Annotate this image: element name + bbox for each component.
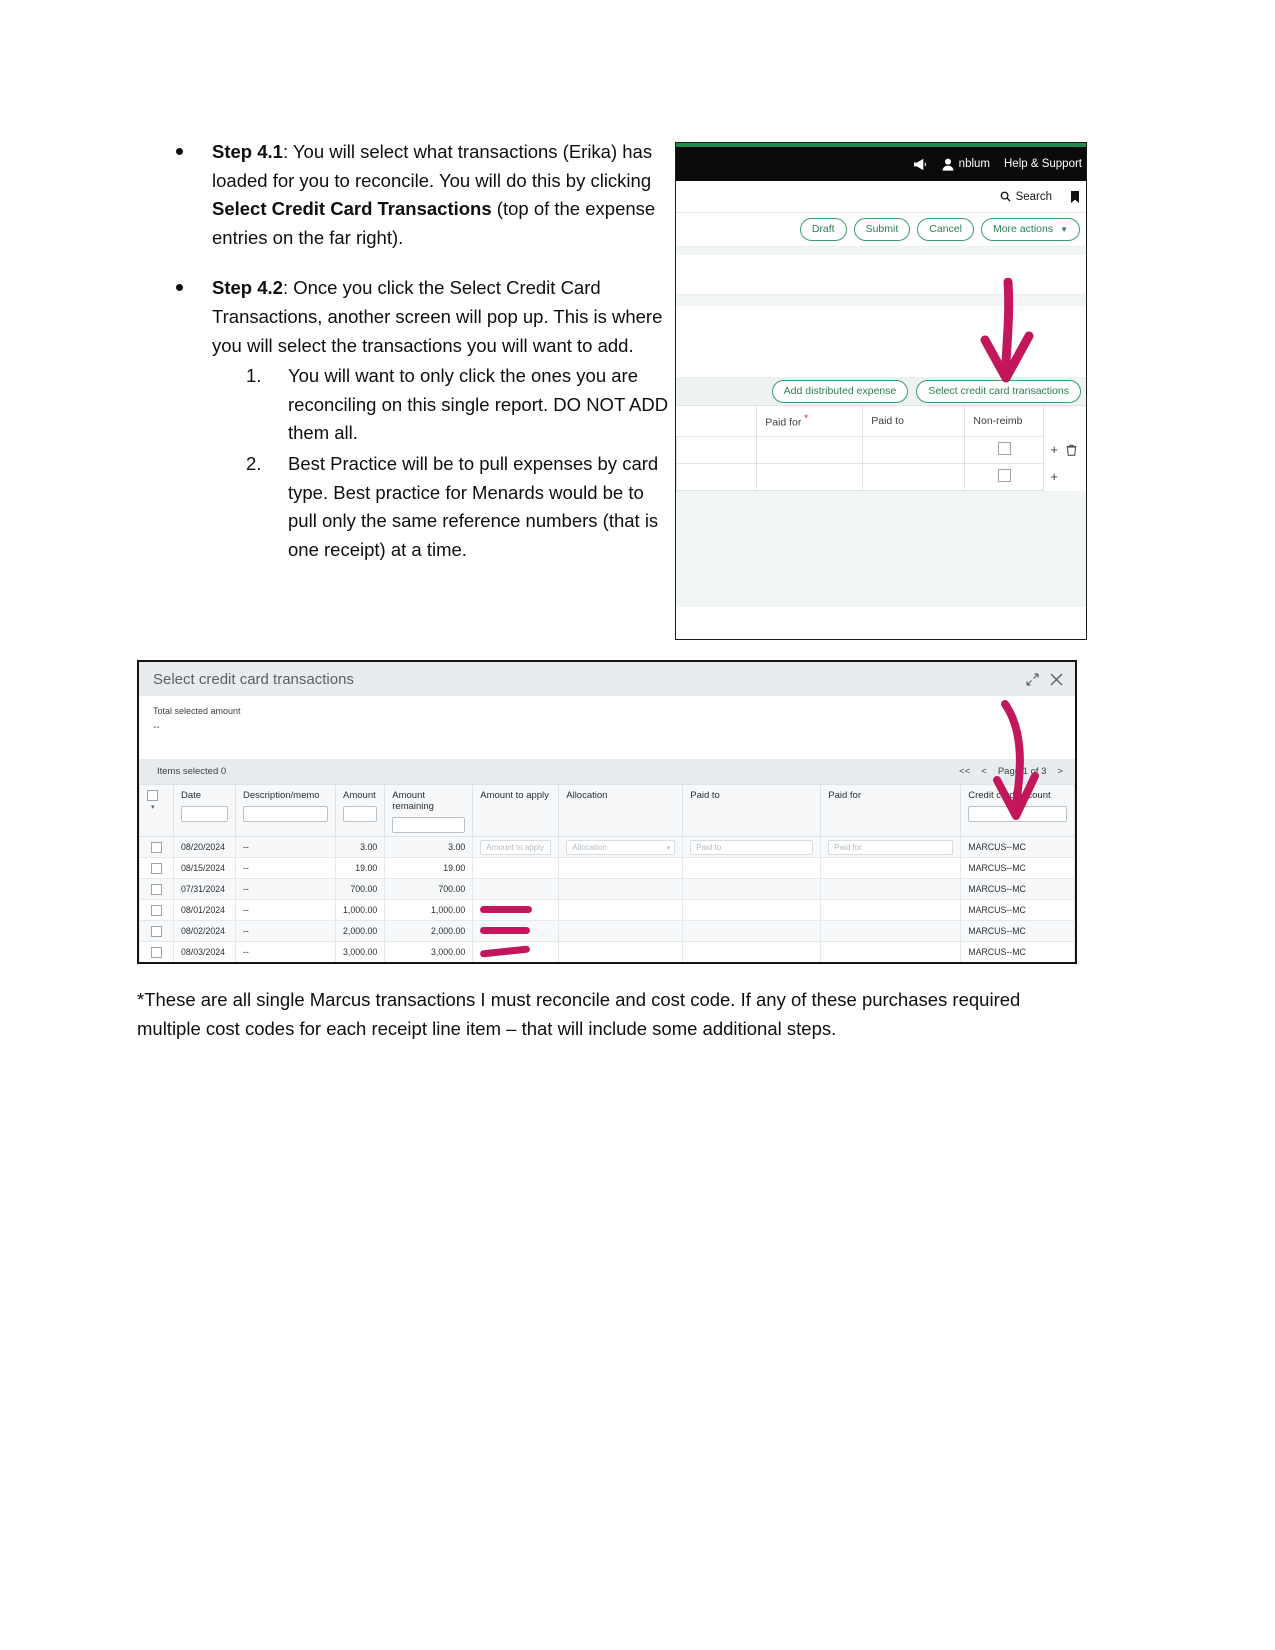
app-divider-strip-2	[676, 295, 1086, 306]
row-checkbox-cell[interactable]	[140, 837, 174, 858]
search-button[interactable]	[1000, 191, 1052, 203]
col-allocation	[559, 785, 683, 837]
cell-credit-card-account: MARCUS--MC	[961, 942, 1075, 963]
row-checkbox-cell[interactable]	[140, 921, 174, 942]
description-filter-input[interactable]	[243, 806, 328, 822]
items-selected-label: Items selected 0	[157, 766, 227, 777]
cell-memo: --	[236, 921, 336, 942]
page-indicator: Page 1 of 3	[997, 766, 1047, 777]
next-page-button[interactable]: >	[1057, 766, 1063, 777]
amount-to-apply-input[interactable]: Amount to apply	[480, 840, 551, 855]
expense-row-actions	[1044, 463, 1086, 490]
cell-paid-to[interactable]	[683, 879, 821, 900]
row-checkbox-cell[interactable]	[140, 879, 174, 900]
cell-credit-card-account: MARCUS--MC	[961, 837, 1075, 858]
cell-amount-to-apply[interactable]	[473, 879, 559, 900]
col-date-label: Date	[181, 790, 202, 801]
col-amount-to-apply	[473, 785, 559, 837]
allocation-select[interactable]	[566, 840, 675, 855]
paid-for-input[interactable]: Paid for	[828, 840, 953, 855]
expense-cell-non-reimb[interactable]	[965, 463, 1044, 490]
app-footer-area	[676, 491, 1086, 607]
select-all-header	[147, 790, 166, 812]
step-4-2	[160, 274, 670, 564]
cell-memo: --	[236, 858, 336, 879]
expand-icon[interactable]	[1026, 673, 1039, 686]
cell-paid-for[interactable]	[821, 900, 961, 921]
table-row[interactable]	[140, 879, 1075, 900]
cell-credit-card-account: MARCUS--MC	[961, 921, 1075, 942]
expense-col-non-reimb: Non-reimb	[965, 406, 1044, 436]
expense-toolbar	[676, 378, 1086, 406]
credit-card-transactions-table	[139, 784, 1075, 963]
table-row[interactable]	[140, 921, 1075, 942]
expense-cell-paid-to[interactable]	[863, 436, 965, 463]
expense-col-paid-to: Paid to	[863, 406, 965, 436]
paid-to-input[interactable]: Paid to	[690, 840, 813, 855]
table-row[interactable]	[140, 900, 1075, 921]
add-row-icon[interactable]: +	[1050, 469, 1058, 484]
table-row[interactable]	[140, 858, 1075, 879]
redaction-mark	[480, 945, 530, 957]
col-credit-card-account	[961, 785, 1075, 837]
expense-row-actions	[1044, 436, 1086, 463]
megaphone-icon	[913, 158, 928, 171]
expense-col-paid-for-label: Paid for	[765, 416, 802, 429]
credit-card-account-filter-input[interactable]	[968, 806, 1067, 822]
select-all-checkbox[interactable]	[147, 790, 158, 801]
cell-allocation[interactable]	[559, 837, 683, 858]
app-search-row	[676, 181, 1086, 213]
step-4-2-substeps	[212, 362, 670, 564]
amount-filter-input[interactable]	[343, 806, 377, 822]
amount-remaining-filter-input[interactable]	[392, 817, 465, 833]
col-credit-card-account-label: Credit card account	[968, 790, 1051, 801]
cell-memo: --	[236, 942, 336, 963]
cell-date: 08/15/2024	[174, 858, 236, 879]
row-checkbox-cell[interactable]	[140, 858, 174, 879]
expense-cell-non-reimb[interactable]	[965, 436, 1044, 463]
cell-amount: 19.00	[336, 858, 385, 879]
substep-1	[212, 362, 670, 448]
redaction-mark	[480, 906, 532, 913]
cell-date: 07/31/2024	[174, 879, 236, 900]
cell-amount: 2,000.00	[336, 921, 385, 942]
cell-date: 08/03/2024	[174, 942, 236, 963]
submit-button[interactable]: Submit	[854, 218, 911, 242]
col-paid-to	[683, 785, 821, 837]
cell-amount-remaining: 3.00	[385, 837, 473, 858]
cell-paid-to[interactable]	[683, 900, 821, 921]
more-actions-label: More actions	[992, 222, 1054, 235]
substep-2	[212, 450, 670, 564]
cell-amount-remaining: 3,000.00	[385, 942, 473, 963]
footnote-text: *These are all single Marcus transactions I must reconcile and cost code. If any of these purchases required multiple cost codes for each receipt line item – that will include some additional steps.	[137, 989, 1021, 1039]
search-label: Search	[1015, 190, 1052, 203]
cell-paid-to[interactable]	[683, 858, 821, 879]
cell-allocation[interactable]	[559, 879, 683, 900]
bullet-icon	[176, 148, 183, 155]
col-amount-to-apply-label: Amount to apply	[480, 790, 549, 801]
dialog-items-bar	[139, 759, 1075, 784]
cell-date: 08/01/2024	[174, 900, 236, 921]
add-row-icon[interactable]: +	[1050, 442, 1058, 457]
cell-credit-card-account: MARCUS--MC	[961, 900, 1075, 921]
step-4-2-label: Step 4.2	[212, 277, 283, 299]
total-selected-amount	[139, 696, 1075, 741]
steps-list	[160, 138, 670, 564]
step-4-1-text-b: (top of the expense entries on the far right).	[212, 198, 656, 248]
transactions-body	[140, 837, 1075, 963]
table-row[interactable]	[677, 436, 1086, 463]
step-4-2-text: : Once you click the Select Credit Card Transactions, another screen will pop up. This is where you will select the transactions you will want to add.	[212, 277, 663, 356]
col-date	[174, 785, 236, 837]
cell-allocation[interactable]	[559, 858, 683, 879]
cell-credit-card-account: MARCUS--MC	[961, 858, 1075, 879]
cell-amount-to-apply[interactable]	[473, 837, 559, 858]
cell-paid-to[interactable]	[683, 921, 821, 942]
table-row[interactable]	[677, 463, 1086, 490]
step-4-1-label: Step 4.1	[212, 141, 283, 162]
expense-cell-paid-for[interactable]	[757, 436, 863, 463]
cell-paid-for[interactable]	[821, 942, 961, 963]
row-checkbox[interactable]	[151, 905, 162, 916]
substep-1-text: You will want to only click the ones you are reconciling on this single report. DO NOT ADD them all.	[288, 365, 669, 444]
instructions-block	[160, 138, 670, 586]
transactions-header-row	[140, 785, 1075, 837]
col-amount-remaining-label: Amount remaining	[392, 790, 434, 812]
chevron-down-icon: ▼	[1060, 224, 1068, 234]
prev-page-button[interactable]: <	[981, 766, 987, 777]
expense-col-blank	[677, 406, 757, 436]
app-form-block-2	[676, 306, 1086, 378]
substep-2-text: Best Practice will be to pull expenses by card type. Best practice for Menards would be to pull only the same reference numbers (that is one receipt) at a time.	[288, 452, 659, 560]
draft-button[interactable]: Draft	[800, 218, 847, 242]
substep-1-number: 1.	[246, 365, 262, 387]
cell-paid-for[interactable]	[821, 921, 961, 942]
expense-cell-blank	[677, 463, 757, 490]
substep-2-number: 2.	[246, 452, 262, 474]
cell-allocation[interactable]	[559, 942, 683, 963]
cell-amount: 3.00	[336, 837, 385, 858]
cell-allocation[interactable]	[559, 921, 683, 942]
cell-date: 08/20/2024	[174, 837, 236, 858]
col-paid-to-label: Paid to	[690, 790, 720, 801]
col-amount	[336, 785, 385, 837]
cell-paid-for[interactable]	[821, 837, 961, 858]
non-reimb-checkbox[interactable]	[998, 442, 1011, 455]
bullet-icon	[176, 284, 183, 291]
help-and-support-link[interactable]: Help & Support	[1004, 158, 1082, 170]
cell-paid-for[interactable]	[821, 858, 961, 879]
step-4-1-text-a: : You will select what transactions (Erika) has loaded for you to reconcile. You will do this by clicking	[212, 141, 653, 191]
chevron-down-icon: ▾	[666, 844, 671, 852]
expense-table-header-row	[677, 406, 1086, 436]
expense-entries-table	[676, 406, 1086, 491]
expense-cell-paid-to[interactable]	[863, 463, 965, 490]
row-checkbox-cell[interactable]	[140, 942, 174, 963]
step-4-1	[160, 138, 670, 252]
chevron-down-icon[interactable]: ▾	[151, 804, 155, 812]
add-distributed-expense-button[interactable]: Add distributed expense	[772, 380, 909, 404]
dialog-title: Select credit card transactions	[153, 670, 354, 688]
dialog-header	[139, 662, 1075, 696]
total-selected-amount-label: Total selected amount	[153, 706, 241, 716]
cell-amount-to-apply[interactable]	[473, 921, 559, 942]
col-paid-for-label: Paid for	[828, 790, 861, 801]
cell-memo: --	[236, 837, 336, 858]
pagination	[959, 766, 1063, 777]
trash-icon[interactable]	[1066, 444, 1077, 456]
cell-amount: 3,000.00	[336, 942, 385, 963]
cell-memo: --	[236, 879, 336, 900]
search-icon	[1000, 191, 1011, 202]
app-topbar	[676, 147, 1086, 181]
col-amount-label: Amount	[343, 790, 376, 801]
cancel-button[interactable]: Cancel	[917, 218, 974, 242]
total-selected-amount-value: --	[153, 722, 160, 733]
first-page-button[interactable]: <<	[959, 766, 971, 777]
dialog-spacer	[139, 741, 1075, 759]
announcements-button[interactable]	[913, 158, 928, 171]
cell-date: 08/02/2024	[174, 921, 236, 942]
row-checkbox[interactable]	[151, 926, 162, 937]
col-allocation-label: Allocation	[566, 790, 608, 801]
date-filter-input[interactable]	[181, 806, 228, 822]
row-checkbox[interactable]	[151, 842, 162, 853]
expense-cell-paid-for[interactable]	[757, 463, 863, 490]
app-screenshot	[675, 142, 1087, 640]
cell-amount: 1,000.00	[336, 900, 385, 921]
cell-allocation[interactable]	[559, 900, 683, 921]
cell-credit-card-account: MARCUS--MC	[961, 879, 1075, 900]
app-divider-strip	[676, 247, 1086, 255]
expense-col-actions	[1044, 406, 1086, 436]
select-credit-card-transactions-button[interactable]: Select credit card transactions	[916, 380, 1081, 404]
cell-paid-to[interactable]	[683, 942, 821, 963]
redaction-mark	[480, 927, 530, 934]
user-menu[interactable]	[942, 158, 990, 171]
table-row[interactable]	[140, 837, 1075, 858]
row-checkbox[interactable]	[151, 884, 162, 895]
cell-amount-remaining: 2,000.00	[385, 921, 473, 942]
bookmark-icon[interactable]	[1070, 190, 1080, 204]
non-reimb-checkbox[interactable]	[998, 469, 1011, 482]
expense-cell-blank	[677, 436, 757, 463]
cell-amount-remaining: 1,000.00	[385, 900, 473, 921]
expense-col-paid-for	[757, 406, 863, 436]
col-description-memo-label: Description/memo	[243, 790, 320, 801]
more-actions-button[interactable]	[981, 218, 1080, 242]
person-icon	[942, 158, 954, 171]
step-4-1-emphasis: Select Credit Card Transactions	[212, 198, 492, 220]
username-label: nblum	[958, 158, 990, 170]
table-row[interactable]	[140, 942, 1075, 963]
cell-amount-remaining: 19.00	[385, 858, 473, 879]
cell-amount-remaining: 700.00	[385, 879, 473, 900]
select-credit-card-transactions-dialog	[137, 660, 1077, 964]
row-checkbox-cell[interactable]	[140, 900, 174, 921]
row-checkbox[interactable]	[151, 863, 162, 874]
cell-paid-for[interactable]	[821, 879, 961, 900]
cell-amount: 700.00	[336, 879, 385, 900]
col-amount-remaining	[385, 785, 473, 837]
required-asterisk-icon: *	[804, 413, 808, 423]
app-action-row	[676, 213, 1086, 247]
cell-amount-to-apply[interactable]	[473, 858, 559, 879]
cell-paid-to[interactable]	[683, 837, 821, 858]
cell-memo: --	[236, 900, 336, 921]
col-paid-for	[821, 785, 961, 837]
app-form-block-1	[676, 255, 1086, 295]
row-checkbox[interactable]	[151, 947, 162, 958]
cell-amount-to-apply[interactable]	[473, 900, 559, 921]
allocation-placeholder: Allocation	[572, 842, 607, 852]
cell-amount-to-apply[interactable]	[473, 942, 559, 963]
close-icon[interactable]	[1050, 673, 1063, 686]
col-select-all	[140, 785, 174, 837]
col-description-memo	[236, 785, 336, 837]
